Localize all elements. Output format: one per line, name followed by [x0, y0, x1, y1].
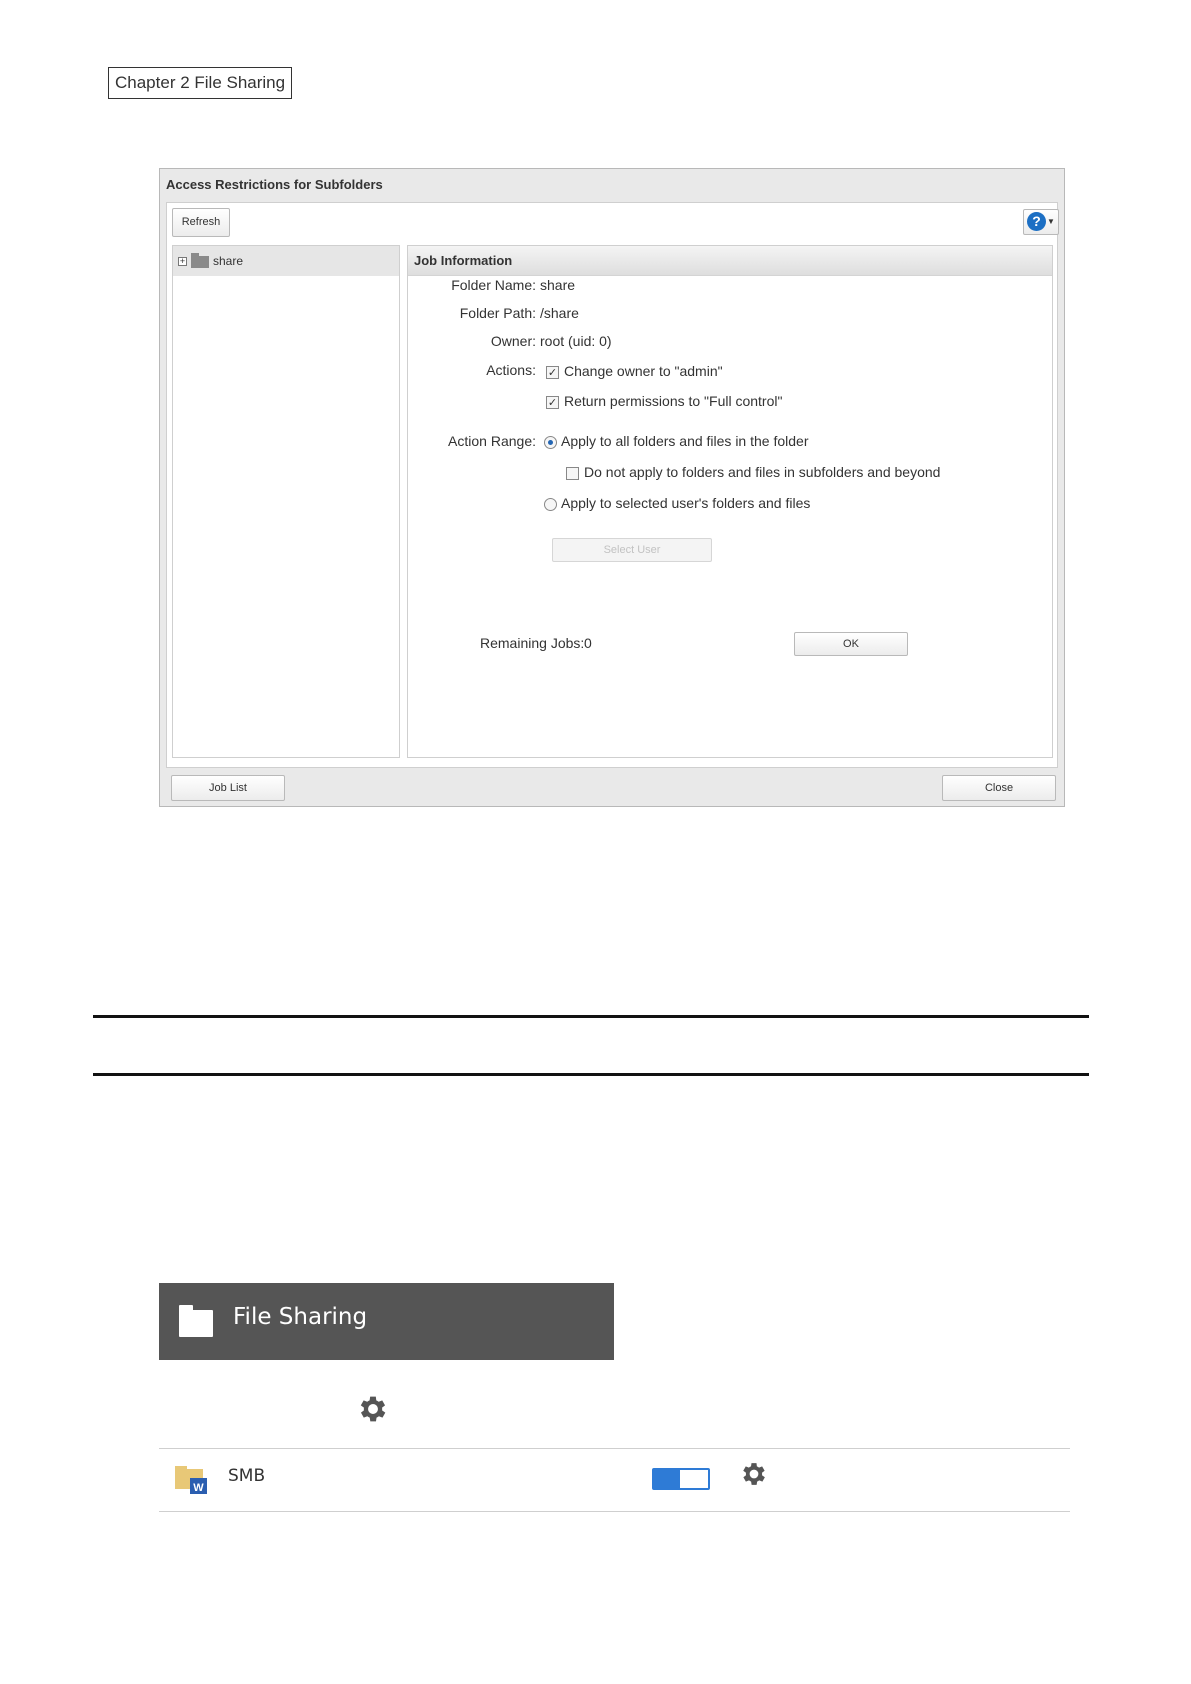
chevron-down-icon: ▼ — [1047, 217, 1055, 226]
folder-name-label: Folder Name: — [451, 277, 536, 293]
owner-label: Owner: — [490, 333, 536, 349]
toggle-fill — [654, 1470, 680, 1488]
selected-user-label: Apply to selected user's folders and files — [561, 495, 811, 511]
folder-tree-pane — [172, 245, 400, 758]
folder-path-label: Folder Path: — [459, 305, 536, 321]
select-user-button[interactable]: Select User — [552, 538, 712, 562]
chapter-label: Chapter 2 File Sharing — [108, 67, 292, 99]
no-subfolders-checkbox[interactable] — [566, 467, 579, 480]
access-restrictions-dialog — [159, 168, 1065, 807]
help-button[interactable] — [1023, 209, 1059, 235]
expand-icon[interactable]: + — [179, 256, 186, 266]
section-rule-top — [93, 1015, 1089, 1018]
actions-label: Actions: — [486, 362, 536, 378]
folder-icon — [191, 256, 209, 268]
dialog-body — [166, 202, 1058, 768]
help-question-icon: ? — [1027, 212, 1046, 231]
change-owner-checkbox[interactable]: ✓ — [547, 366, 558, 379]
refresh-button[interactable]: Refresh — [172, 208, 230, 237]
folder-name-value: share — [540, 277, 576, 293]
tree-item-share[interactable] — [173, 246, 399, 276]
folder-path-value: /share — [540, 305, 579, 321]
selected-user-radio[interactable] — [544, 498, 557, 511]
return-permissions-checkbox[interactable]: ✓ — [547, 396, 558, 409]
gear-icon[interactable] — [356, 1392, 390, 1426]
change-owner-label: Change owner to "admin" — [564, 363, 723, 379]
row-divider — [159, 1511, 1070, 1512]
job-list-button[interactable]: Job List — [171, 775, 285, 801]
remaining-jobs-value: 0 — [584, 635, 592, 651]
return-permissions-label: Return permissions to "Full control" — [564, 393, 783, 409]
smb-label: SMB — [228, 1466, 266, 1486]
no-subfolders-label: Do not apply to folders and files in subfolders and beyond — [584, 464, 941, 480]
ok-button[interactable]: OK — [794, 632, 908, 656]
apply-all-radio[interactable] — [544, 436, 557, 449]
dialog-title: Access Restrictions for Subfolders — [166, 177, 383, 192]
row-divider — [159, 1448, 1070, 1449]
remaining-jobs-label: Remaining Jobs: — [480, 635, 585, 651]
job-information-header: Job Information — [408, 246, 1052, 276]
file-sharing-title: File Sharing — [233, 1304, 368, 1330]
close-button[interactable]: Close — [942, 775, 1056, 801]
section-rule-bottom — [93, 1073, 1089, 1076]
action-range-label: Action Range: — [448, 433, 536, 449]
smb-badge-text: W — [193, 1482, 204, 1494]
file-sharing-bar[interactable] — [159, 1283, 614, 1360]
smb-folder-icon — [175, 1462, 207, 1494]
gear-icon[interactable] — [739, 1459, 769, 1489]
apply-all-label: Apply to all folders and files in the folder — [561, 433, 809, 449]
folder-icon — [179, 1310, 213, 1337]
smb-toggle[interactable] — [652, 1468, 710, 1490]
owner-value: root (uid: 0) — [540, 333, 612, 349]
job-information-pane — [407, 245, 1053, 758]
tree-item-label: share — [213, 254, 244, 268]
